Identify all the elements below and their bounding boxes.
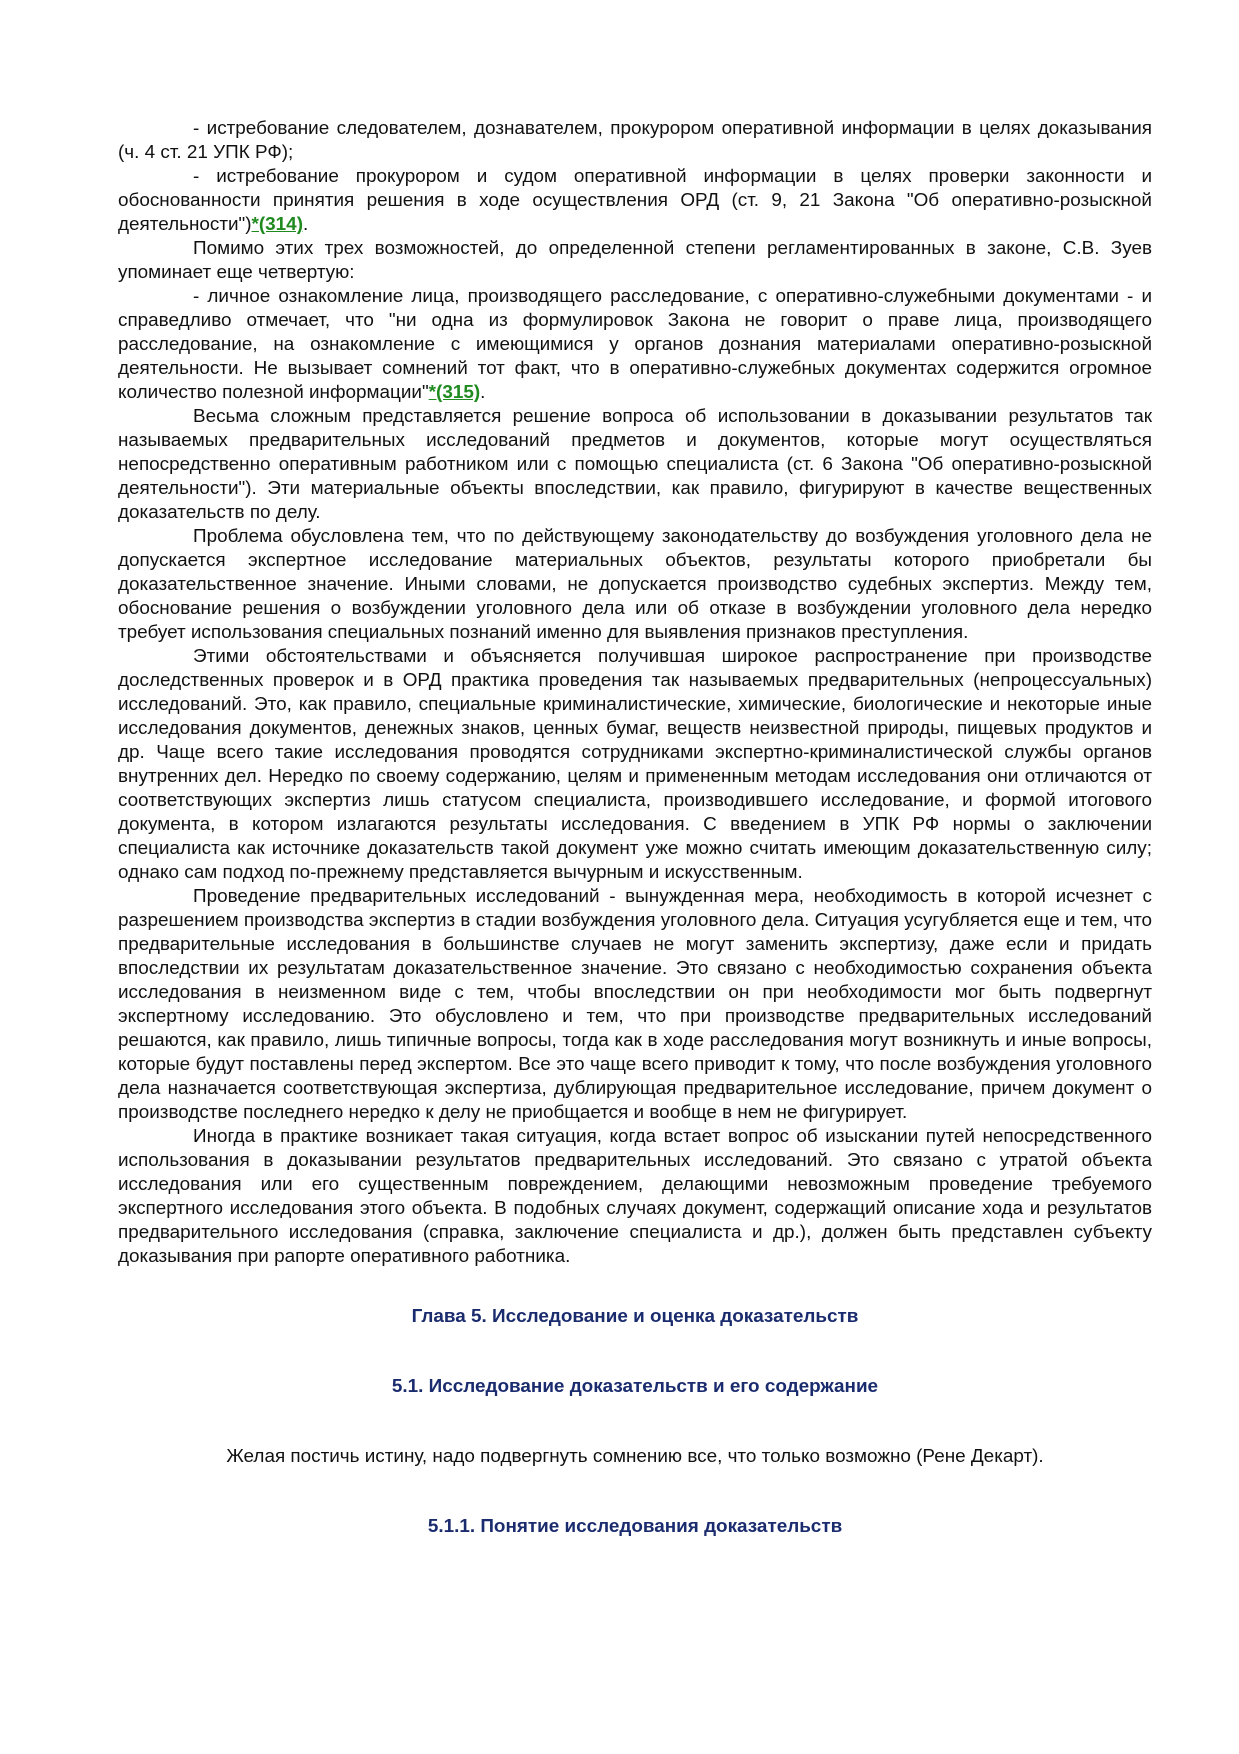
paragraph-text: Иногда в практике возникает такая ситуация, когда встает вопрос об изыскании путей непосредственного использования в доказывании результатов предварительных исследований. Это связано с утратой объекта исследования или его существенным повреждением, делающими невозможным проведение требуемого экспертного исследования этого объекта. В подобных случаях документ, содержащий описание хода и результатов предварительного исследования (справка, заключение специалиста и др.), должен быть представлен субъекту доказывания при рапорте оперативного работника.: [118, 1126, 1152, 1267]
epigraph: Желая постичь истину, надо подвергнуть сомнению все, что только возможно (Рене Декарт).: [226, 1446, 1044, 1467]
paragraph-text: Помимо этих трех возможностей, до определенной степени регламентированных в законе, С.В. Зуев упоминает еще четвертую:: [118, 238, 1152, 283]
subsection-heading: 5.1.1. Понятие исследования доказательств: [427, 1516, 843, 1537]
paragraph-3: [118, 237, 1152, 285]
paragraph-7: [118, 645, 1152, 885]
paragraph-text: Проблема обусловлена тем, что по действующему законодательству до возбуждения уголовного дела не допускается экспертное исследование материальных объектов, результаты которого приобретали бы доказательственное значение. Иными словами, не допускается производство судебных экспертиз. Между тем, обоснование решения о возбуждении уголовного дела или об отказе в возбуждении уголовного дела нередко требует использования специальных познаний именно для выявления признаков преступления.: [118, 526, 1152, 643]
paragraph-text: Весьма сложным представляется решение вопроса об использовании в доказывании результатов так называемых предварительных исследований предметов и документов, которые могут осуществляться непосредственно оперативным работником или с помощью специалиста (ст. 6 Закона "Об оперативно-розыскной деятельности"). Эти материальные объекты впоследствии, как правило, фигурируют в качестве вещественных доказательств по делу.: [118, 406, 1152, 523]
paragraph-2: [118, 165, 1152, 237]
paragraph-text: - личное ознакомление лица, производящего расследование, с оперативно-служебными документами - и справедливо отмечает, что "ни одна из формулировок Закона не говорит о праве лица, производящего расследование, на ознакомление с имеющимися у органов дознания материалами оперативно-розыскной деятельности. Не вызывает сомнений тот факт, что в оперативно-служебных документах содержится огромное количество полезной информации": [118, 286, 1152, 403]
paragraph-text: - истребование прокурором и судом оперативной информации в целях проверки законности и обоснованности принятия решения в ходе осуществления ОРД (ст. 9, 21 Закона "Об оперативно-розыскной деятельности"): [118, 166, 1152, 235]
paragraph-5: [118, 405, 1152, 525]
paragraph-8: [118, 885, 1152, 1125]
paragraph-text: Проведение предварительных исследований - вынужденная мера, необходимость в которой исчезнет с разрешением производства экспертиз в стадии возбуждения уголовного дела. Ситуация усугубляется еще и тем, что предварительные исследования в большинстве случаев не могут заменить экспертизу, даже если и придать впоследствии их результатам доказательственное значение. Это связано с необходимостью сохранения объекта исследования в неизменном виде с тем, чтобы впоследствии он при необходимости мог быть подвергнут экспертному исследованию. Это обусловлено и тем, что при производстве предварительных исследований решаются, как правило, лишь типичные вопросы, тогда как в ходе расследования могут возникнуть и иные вопросы, которые будут поставлены перед экспертом. Все это чаще всего приводит к тому, что после возбуждения уголовного дела назначается соответствующая экспертиза, дублирующая предварительное исследование, причем документ о производстве последнего нередко к делу не приобщается и вообще в нем не фигурирует.: [118, 886, 1153, 1123]
chapter-heading: Глава 5. Исследование и оценка доказательств: [411, 1306, 859, 1327]
document-page: [118, 117, 1152, 1539]
footnote-link-314[interactable]: *(314): [251, 214, 303, 235]
paragraph-text: Этими обстоятельствами и объясняется получившая широкое распространение при производстве доследственных проверок и в ОРД практика проведения так называемых предварительных (непроцессуальных) исследований. Это, как правило, специальные криминалистические, химические, биологические и некоторые иные исследования документов, денежных знаков, ценных бумаг, веществ неизвестной природы, пищевых продуктов и др. Чаще всего такие исследования проводятся сотрудниками экспертно-криминалистической службы органов внутренних дел. Нередко по своему содержанию, целям и примененным методам исследования они отличаются от соответствующих экспертиз лишь статусом специалиста, производившего исследование, и формой итогового документа, в котором излагаются результаты исследования. С введением в УПК РФ нормы о заключении специалиста как источнике доказательств такой документ уже можно считать имеющим доказательственную силу; однако сам подход по-прежнему представляется вычурным и искусственным.: [118, 646, 1152, 883]
section-heading: 5.1. Исследование доказательств и его содержание: [391, 1376, 879, 1397]
paragraph-1: [118, 117, 1152, 165]
paragraph-4: [118, 285, 1152, 405]
paragraph-6: [118, 525, 1152, 645]
footnote-link-315[interactable]: *(315): [428, 382, 481, 403]
paragraph-punctuation: .: [480, 382, 486, 403]
paragraph-9: [118, 1125, 1152, 1269]
paragraph-punctuation: .: [302, 214, 309, 235]
paragraph-text: - истребование следователем, дознавателем, прокурором оперативной информации в целях доказывания (ч. 4 ст. 21 УПК РФ);: [118, 118, 1152, 163]
